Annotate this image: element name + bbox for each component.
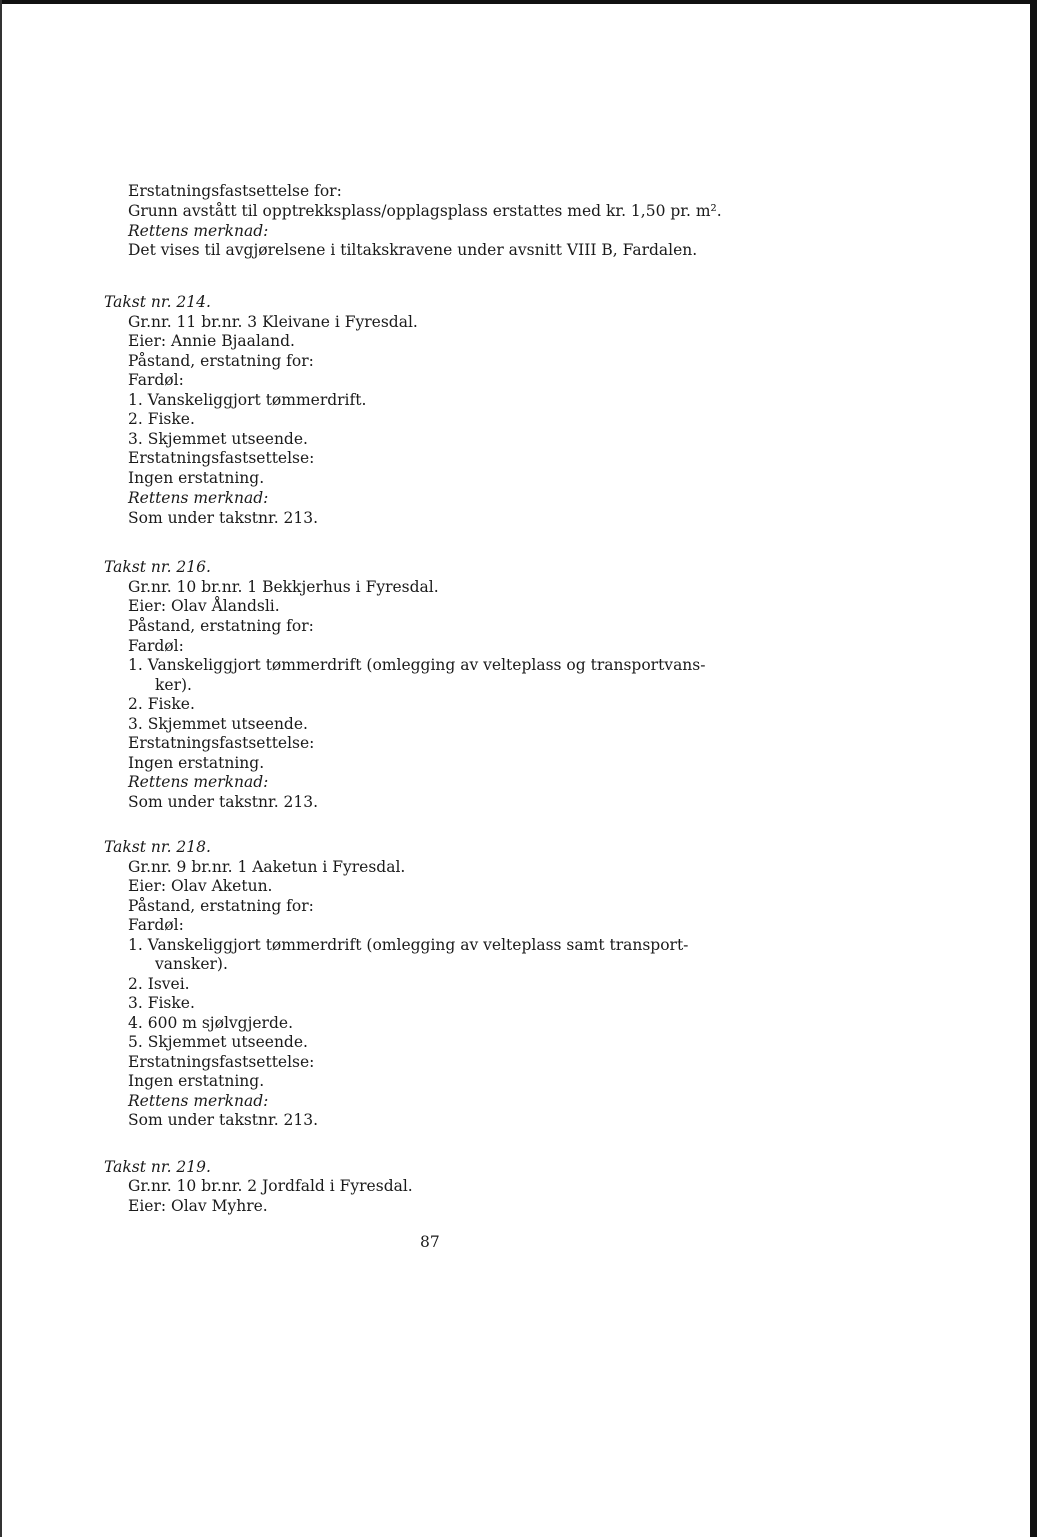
t214-item-2: 2. Fiske.: [128, 410, 195, 428]
t216-heading: Takst nr. 216.: [104, 558, 211, 576]
block0-label: Erstatningsfastsettelse for:: [128, 182, 342, 200]
t214-heading: Takst nr. 214.: [104, 293, 211, 311]
block0-remark: Det vises til avgjørelsene i tiltakskravene under avsnitt VIII B, Fardalen.: [128, 241, 698, 259]
t214-remark: Som under takstnr. 213.: [128, 509, 319, 527]
t218-item-4: 4. 600 m sjølvgjerde.: [128, 1014, 293, 1032]
block0-text: Grunn avstått til opptrekksplass/opplagsplass erstattes med kr. 1,50 pr. m².: [128, 202, 722, 220]
t218-remark: Som under takstnr. 213.: [128, 1111, 319, 1129]
t216-area: Fardøl:: [128, 637, 184, 655]
scan-border-right: [1030, 0, 1037, 1537]
t214-decision: Ingen erstatning.: [128, 469, 265, 487]
t219-property: Gr.nr. 10 br.nr. 2 Jordfald i Fyresdal.: [128, 1177, 413, 1195]
scan-border-top: [0, 0, 1037, 4]
t218-item-2: 2. Isvei.: [128, 975, 190, 993]
t218-remark-label: Rettens merknad:: [128, 1092, 269, 1110]
t216-item-1-cont: ker).: [155, 676, 192, 694]
t214-property: Gr.nr. 11 br.nr. 3 Kleivane i Fyresdal.: [128, 313, 418, 331]
t214-item-1: 1. Vanskeliggjort tømmerdrift.: [128, 391, 367, 409]
t216-owner: Eier: Olav Ålandsli.: [128, 597, 280, 615]
t218-owner: Eier: Olav Aketun.: [128, 877, 273, 895]
t218-decision: Ingen erstatning.: [128, 1072, 265, 1090]
t216-item-2: 2. Fiske.: [128, 695, 195, 713]
t214-owner: Eier: Annie Bjaaland.: [128, 332, 295, 350]
t216-remark-label: Rettens merknad:: [128, 773, 269, 791]
t216-property: Gr.nr. 10 br.nr. 1 Bekkjerhus i Fyresdal.: [128, 578, 439, 596]
t214-remark-label: Rettens merknad:: [128, 489, 269, 507]
t218-item-3: 3. Fiske.: [128, 994, 195, 1012]
t216-item-3: 3. Skjemmet utseende.: [128, 715, 308, 733]
t218-claim: Påstand, erstatning for:: [128, 897, 314, 915]
t214-decision-label: Erstatningsfastsettelse:: [128, 449, 315, 467]
scan-border-left: [0, 0, 2, 1537]
t218-item-1: 1. Vanskeliggjort tømmerdrift (omlegging av velteplass samt transport-: [128, 936, 689, 954]
page-number: 87: [420, 1233, 440, 1251]
t218-heading: Takst nr. 218.: [104, 838, 211, 856]
t218-item-1-cont: vansker).: [155, 955, 228, 973]
t218-area: Fardøl:: [128, 916, 184, 934]
t216-decision: Ingen erstatning.: [128, 754, 265, 772]
t214-area: Fardøl:: [128, 371, 184, 389]
t214-item-3: 3. Skjemmet utseende.: [128, 430, 308, 448]
t216-claim: Påstand, erstatning for:: [128, 617, 314, 635]
t216-remark: Som under takstnr. 213.: [128, 793, 319, 811]
t219-owner: Eier: Olav Myhre.: [128, 1197, 268, 1215]
t216-decision-label: Erstatningsfastsettelse:: [128, 734, 315, 752]
t218-item-5: 5. Skjemmet utseende.: [128, 1033, 308, 1051]
t219-heading: Takst nr. 219.: [104, 1158, 211, 1176]
t216-item-1: 1. Vanskeliggjort tømmerdrift (omlegging av velteplass og transportvans-: [128, 656, 706, 674]
block0-remark-label: Rettens merknad:: [128, 222, 269, 240]
t214-claim: Påstand, erstatning for:: [128, 352, 314, 370]
t218-decision-label: Erstatningsfastsettelse:: [128, 1053, 315, 1071]
t218-property: Gr.nr. 9 br.nr. 1 Aaketun i Fyresdal.: [128, 858, 406, 876]
